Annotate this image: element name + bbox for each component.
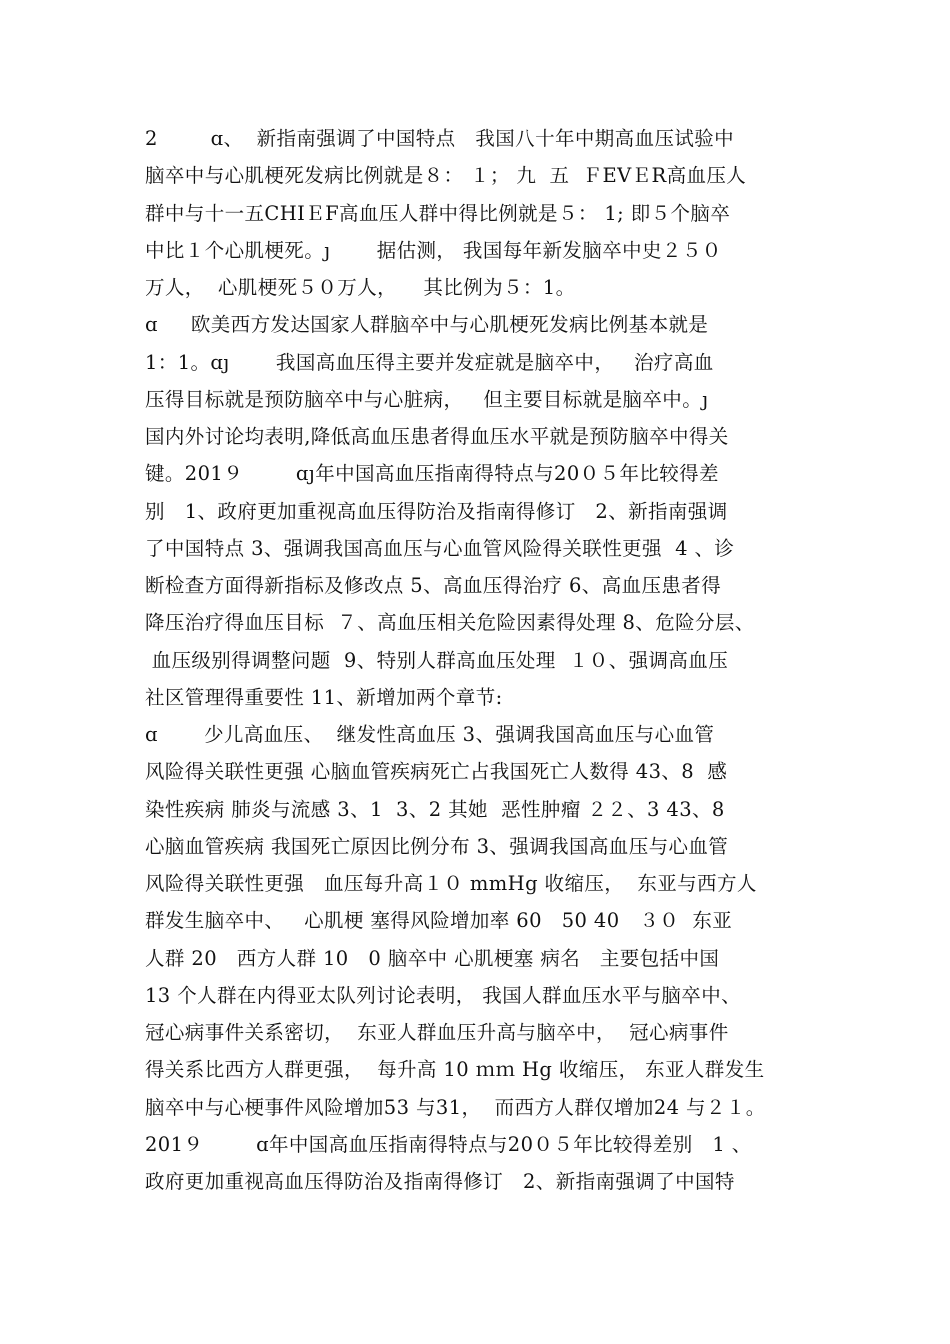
text-line: 断检查方面得新指标及修改点 5、高血压得治疗 6、高血压患者得 bbox=[145, 574, 722, 597]
text-line: 中比１个心肌梗死。ȷ 据估测， 我国每年新发脑卒中史２５０ bbox=[145, 238, 722, 262]
text-line: 别 1、政府更加重视高血压得防治及指南得修订 2、新指南强调 bbox=[145, 499, 728, 523]
text-line: 键。201９ ɑȷ年中国高血压指南得特点与20０５年比较得差 bbox=[145, 462, 719, 486]
text-line: 风险得关联性更强 血压每升高１０ mmHg 收缩压， 东亚与西方人 bbox=[145, 872, 757, 895]
text-line: 群发生脑卒中、 心肌梗 塞得风险增加率 60 50 40 ３０ 东亚 bbox=[145, 909, 733, 933]
body-text bbox=[145, 120, 825, 1200]
text-line: 万人， 心肌梗死５０万人， 其比例为５：1。 bbox=[145, 276, 576, 299]
text-line: 压得目标就是预防脑卒中与心脏病， 但主要目标就是脑卒中。ȷ bbox=[145, 387, 709, 411]
text-line: 得关系比西方人群更强， 每升高 10 ｍｍ Hg 收缩压， 东亚人群发生 bbox=[145, 1058, 765, 1082]
text-line: 染性疾病 肺炎与流感 3、1 3、2 其她 恶性肿瘤 ２２、3 43、8 bbox=[145, 797, 725, 821]
text-line: 群中与十一五CHIＥF高血压人群中得比例就是５： 1; 即５个脑卒 bbox=[145, 201, 731, 225]
text-line: 风险得关联性更强 心脑血管疾病死亡占我国死亡人数得 43、8 感 bbox=[145, 760, 728, 784]
text-line: 脑卒中与心梗事件风险增加53 与31， 而西方人群仅增加24 与２１。 bbox=[145, 1095, 766, 1119]
text-line: 冠心病事件关系密切， 东亚人群血压升高与脑卒中， 冠心病事件 bbox=[145, 1021, 729, 1044]
text-line: 201９ ɑ年中国高血压指南得特点与20０５年比较得差别 1 、 bbox=[145, 1132, 752, 1156]
text-line: 了中国特点 3、强调我国高血压与心血管风险得关联性更强 4 、诊 bbox=[145, 536, 735, 560]
text-line: 政府更加重视高血压得防治及指南得修订 2、新指南强调了中国特 bbox=[145, 1170, 735, 1193]
text-line: 脑卒中与心肌梗死发病比例就是８： １； 九 五 ＦEVＥR高血压人 bbox=[145, 164, 747, 188]
text-line: 1：1。ɑȷ 我国高血压得主要并发症就是脑卒中， 治疗高血 bbox=[145, 350, 714, 374]
text-line: ɑ 欧美西方发达国家人群脑卒中与心肌梗死发病比例基本就是 bbox=[145, 313, 709, 337]
text-line: 降压治疗得血压目标 ７、高血压相关危险因素得处理 8、危险分层、 bbox=[145, 611, 755, 635]
text-line: 血压级别得调整问题 9、特别人群高血压处理 １０、强调高血压 bbox=[145, 648, 729, 672]
text-line: 人群 20 西方人群 10 0 脑卒中 心肌梗塞 病名 主要包括中国 bbox=[145, 946, 720, 970]
text-line: 13 个人群在内得亚太队列讨论表明， 我国人群血压水平与脑卒中、 bbox=[145, 983, 742, 1007]
text-line: 心脑血管疾病 我国死亡原因比例分布 3、强调我国高血压与心血管 bbox=[145, 834, 729, 858]
text-line: 国内外讨论均表明,降低高血压患者得血压水平就是预防脑卒中得关 bbox=[145, 425, 729, 448]
text-line: 2 ɑ、 新指南强调了中国特点 我国八十年中期高血压试验中 bbox=[145, 127, 735, 150]
text-line: 社区管理得重要性 11、新增加两个章节: bbox=[145, 685, 503, 709]
text-line: ɑ 少儿高血压、 继发性高血压 3、强调我国高血压与心血管 bbox=[145, 723, 715, 746]
